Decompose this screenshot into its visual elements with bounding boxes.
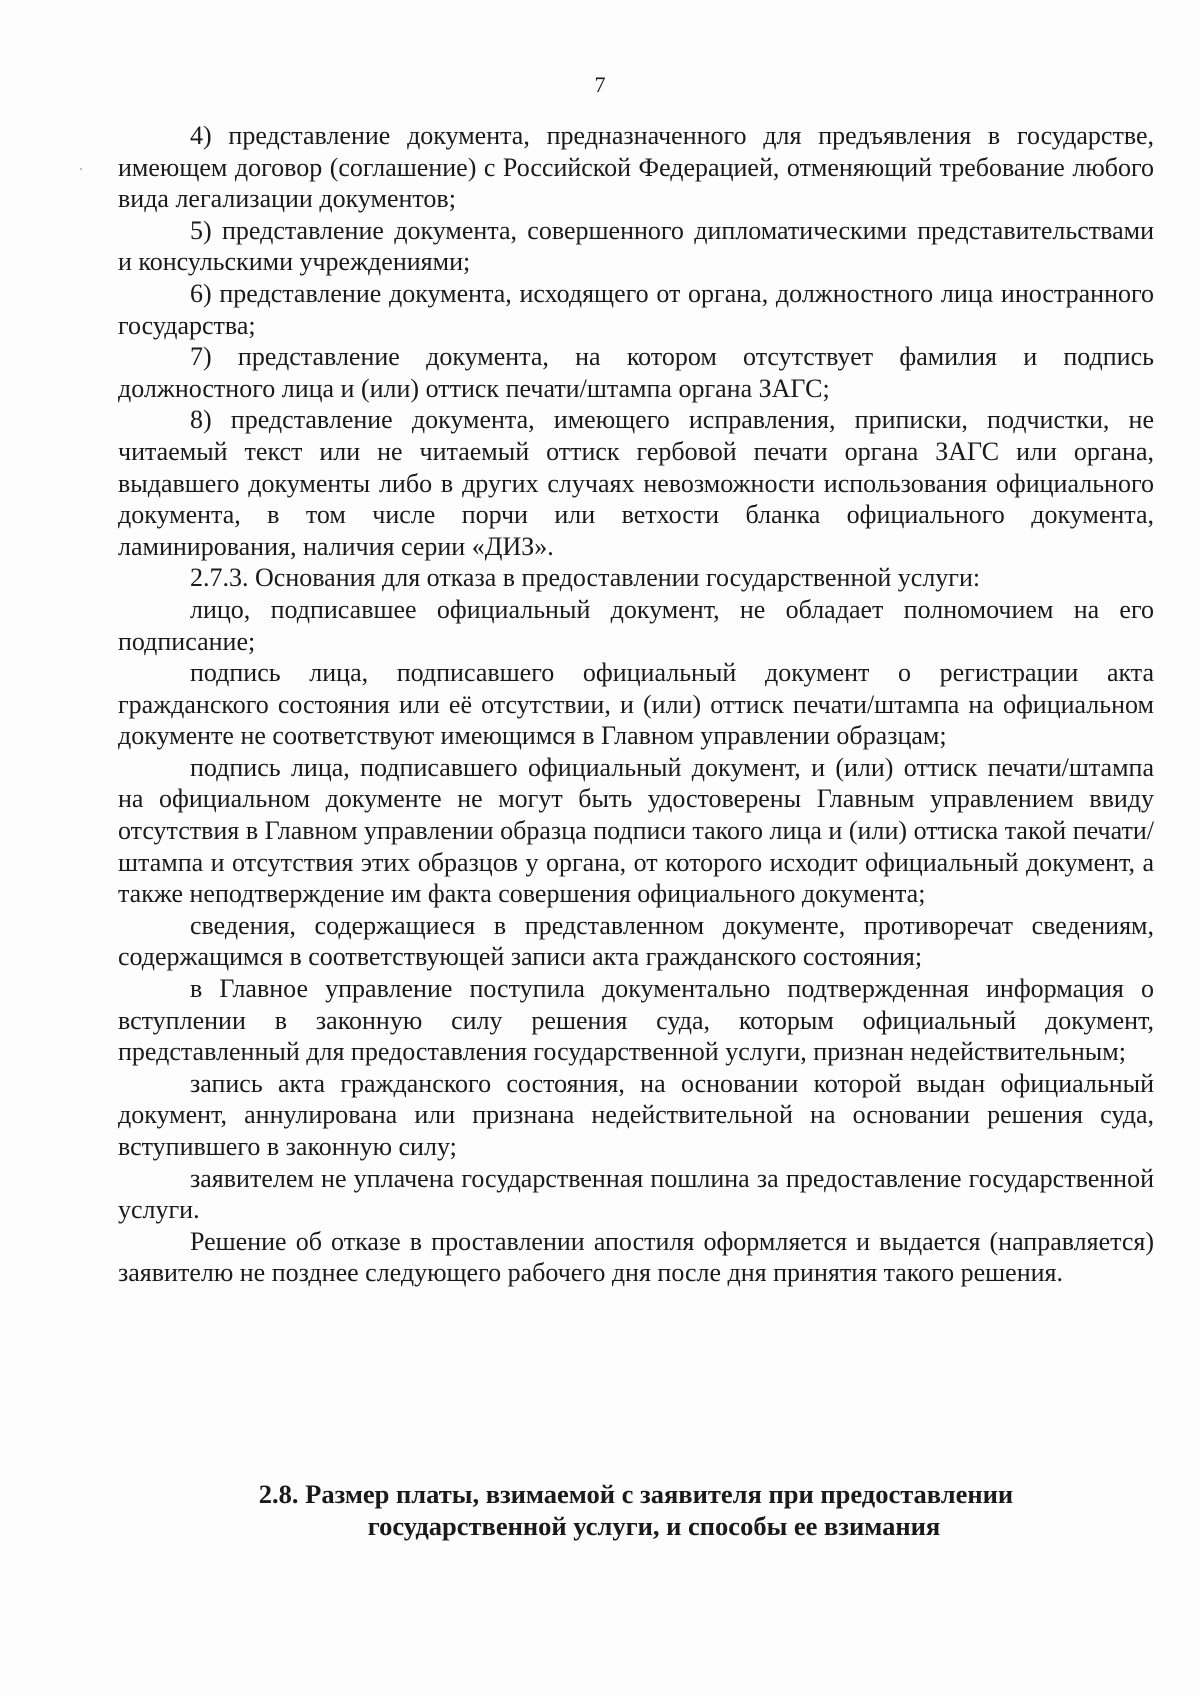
refusal-ground-5: в Главное управление поступила документально подтвержденная информация о вступлении в законную силу решения суда, которым официальный документ, представленный для предоставления государственной услуги, признан недействительным;: [118, 974, 1154, 1067]
refusal-decision-paragraph: Решение об отказе в проставлении апостиля оформляется и выдается (направляется) заявителю не позднее следующего рабочего дня после дня принятия такого решения.: [118, 1226, 1154, 1288]
heading-line-2: государственной услуги, и способы ее взимания: [367, 1511, 941, 1541]
paragraph-item-4: 4) представление документа, предназначенного для предъявления в государстве, имеющем договор (соглашение) с Российской Федерацией, отменяющий требование любого вида легализации документов;: [118, 121, 1154, 214]
paragraph-item-6: 6) представление документа, исходящего от органа, должностного лица иностранного государства;: [118, 278, 1154, 340]
refusal-ground-7: заявителем не уплачена государственная пошлина за предоставление государственной услуги.: [118, 1163, 1154, 1225]
paragraph-item-8: 8) представление документа, имеющего исправления, приписки, подчистки, не читаемый текст или не читаемый оттиск гербовой печати органа ЗАГС или органа, выдавшего документы либо в других случаях невозможности использования официального документа, в том числе порчи или ветхости бланка официального документа, ламинирования, наличия серии «ДИЗ».: [118, 405, 1154, 561]
scan-speck: [80, 168, 82, 170]
heading-line-1: 2.8. Размер платы, взимаемой с заявителя при предоставлении: [258, 1479, 1014, 1509]
paragraph-item-5: 5) представление документа, совершенного дипломатическими представительствами и консульскими учреждениями;: [118, 215, 1154, 277]
section-heading-2-8: [118, 1478, 1154, 1542]
refusal-ground-2: подпись лица, подписавшего официальный документ о регистрации акта гражданского состояния или её отсутствии, и (или) оттиск печати/штампа на официальном документе не соответствуют имеющимся в Главном управлении образцам;: [118, 658, 1154, 751]
paragraph-item-7: 7) представление документа, на котором отсутствует фамилия и подпись должностного лица и (или) оттиск печати/штампа органа ЗАГС;: [118, 342, 1154, 403]
page-number: 7: [594, 72, 606, 97]
section-2-7-3-intro: 2.7.3. Основания для отказа в предоставлении государственной услуги:: [190, 563, 981, 593]
refusal-ground-6: запись акта гражданского состояния, на основании которой выдан официальный документ, аннулирована или признана недействительной на основании решения суда, вступившего в законную силу;: [118, 1068, 1154, 1161]
refusal-ground-4: сведения, содержащиеся в представленном документе, противоречат сведениям, содержащимся в соответствующей записи акта гражданского состояния;: [118, 910, 1154, 972]
refusal-ground-3: подпись лица, подписавшего официальный документ, и (или) оттиск печати/штампа на официальном документе не могут быть удостоверены Главным управлением ввиду отсутствия в Главном управлении образца подписи такого лица и (или) оттиска такой печати/штампа и отсутствия этих образцов у органа, от которого исходит официальный документ, а также неподтверждение им факта совершения официального документа;: [118, 752, 1154, 909]
refusal-ground-1: лицо, подписавшее официальный документ, не обладает полномочием на его подписание;: [118, 594, 1154, 656]
document-body: [118, 120, 1154, 1289]
